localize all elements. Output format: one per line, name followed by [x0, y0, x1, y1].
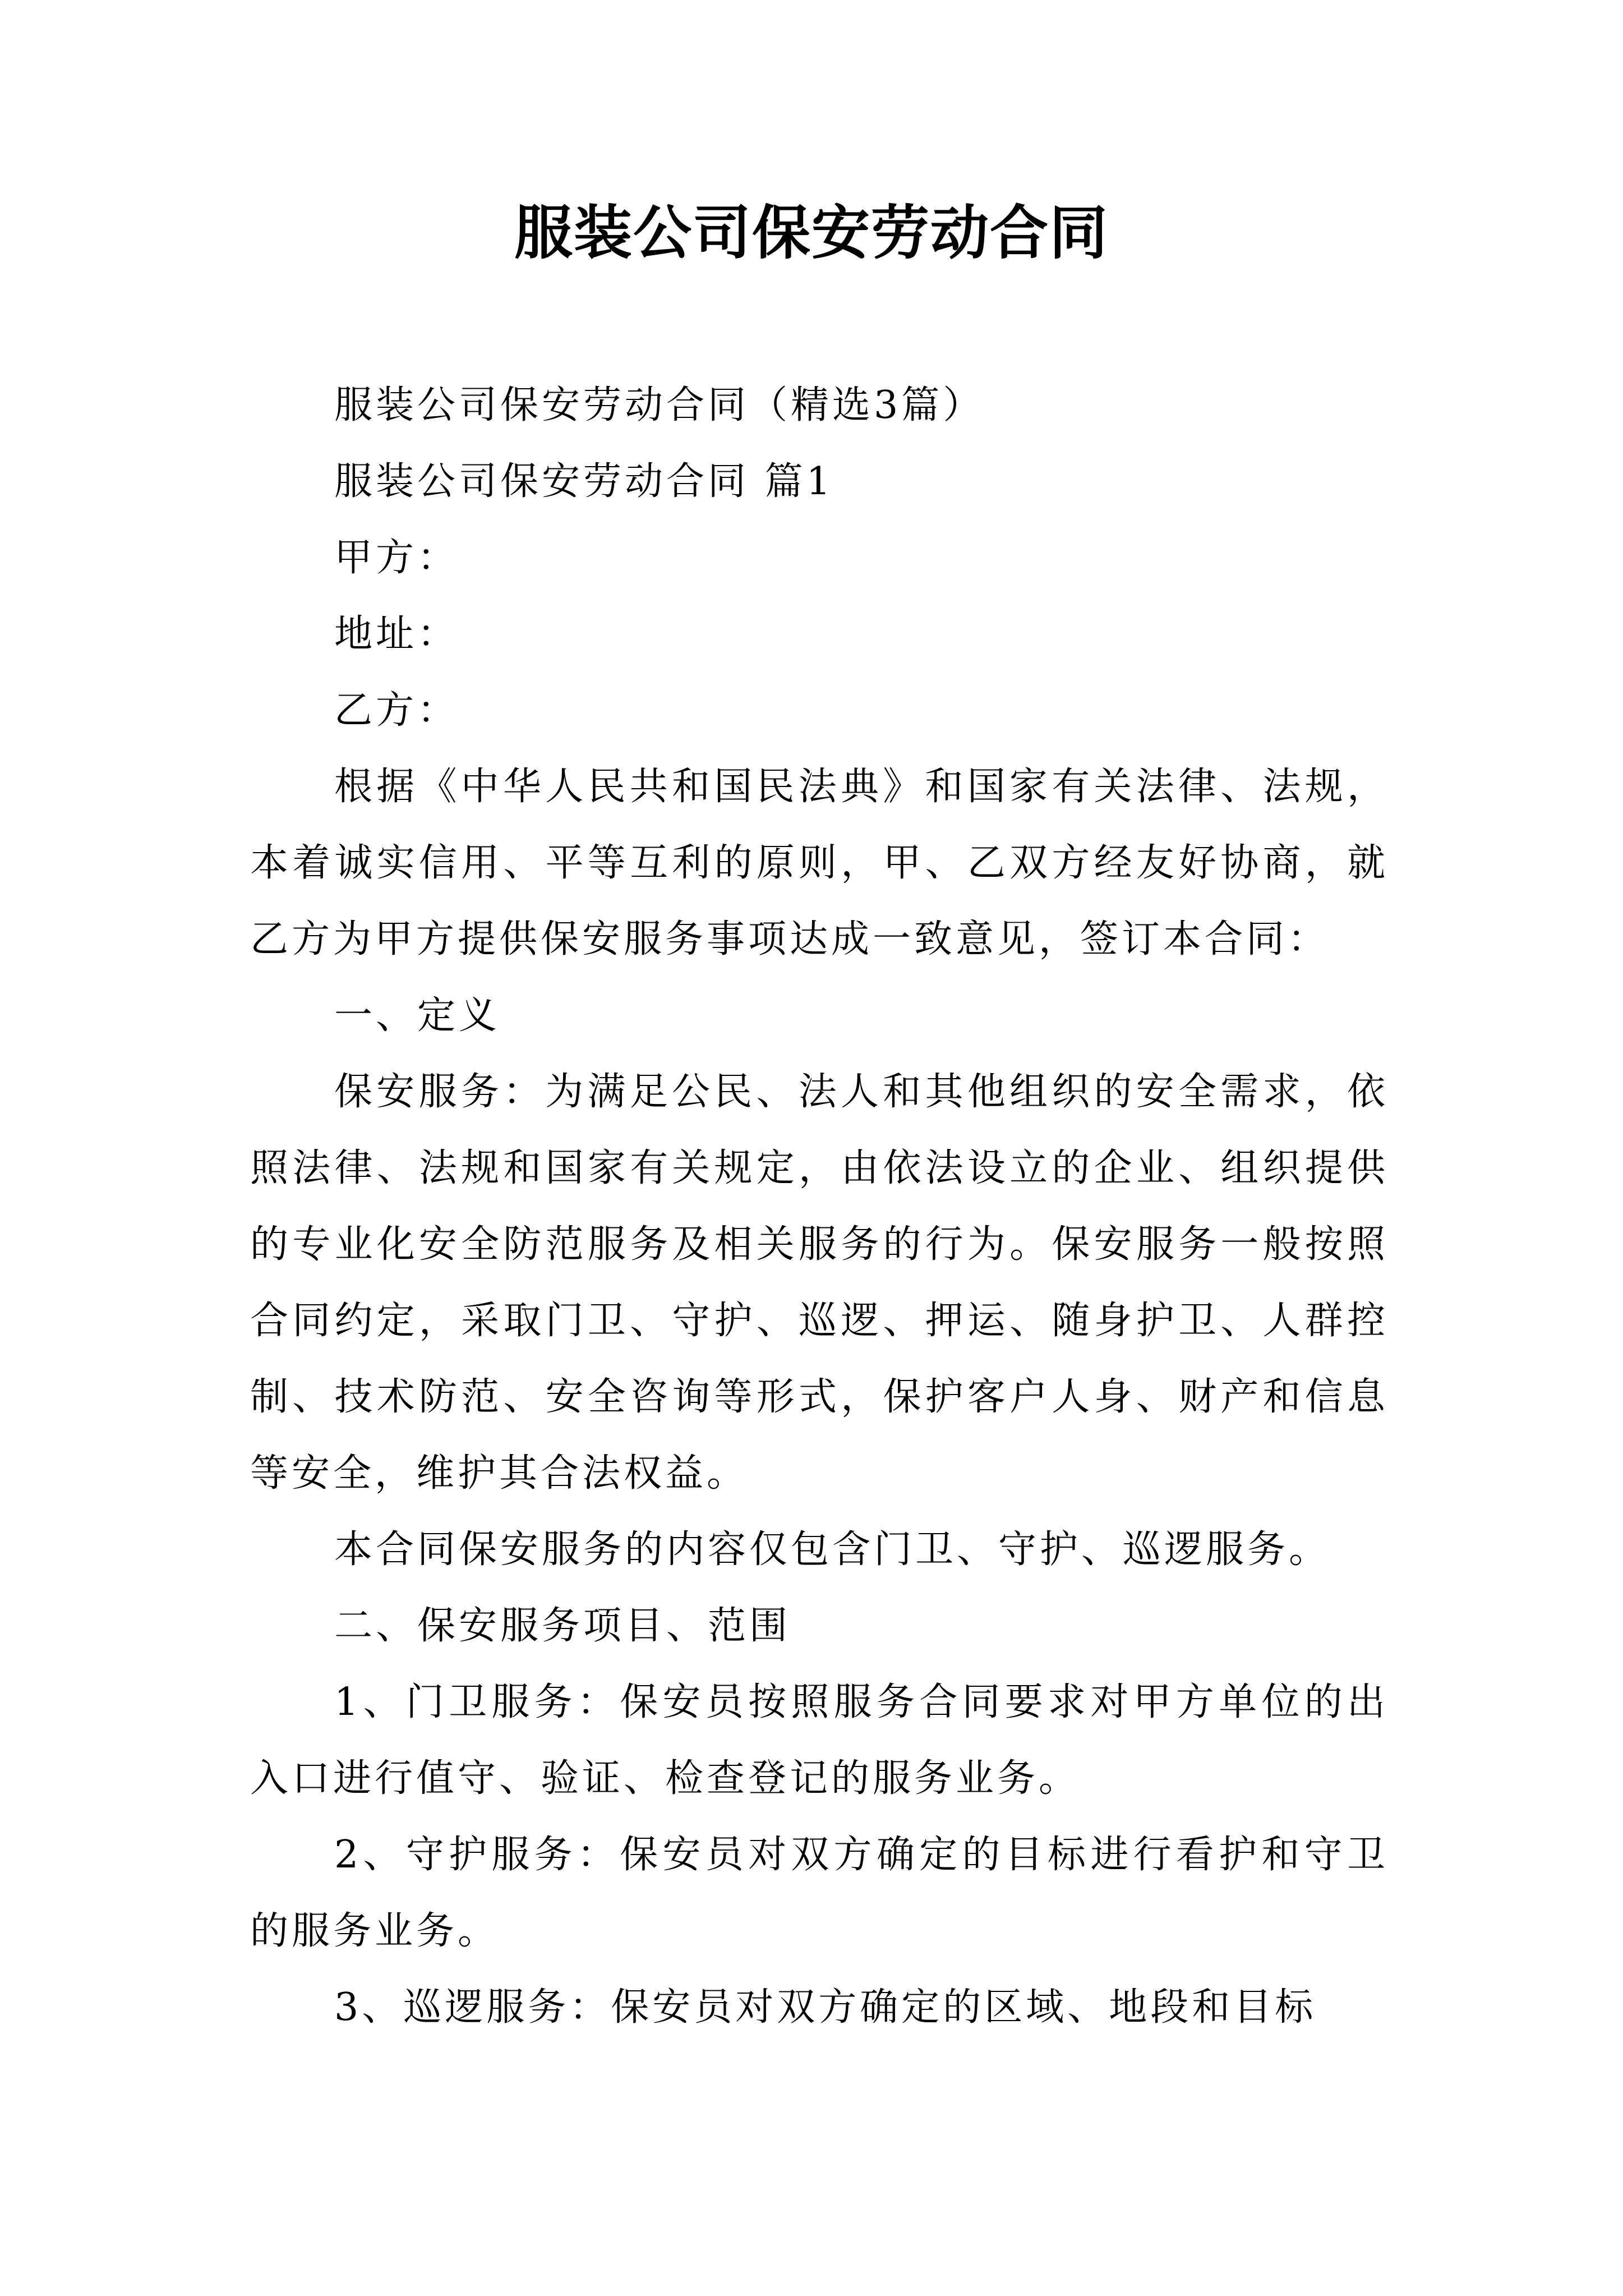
address-field: 地址： — [334, 612, 459, 656]
service-item-guarding: 2、守护服务：保安员对双方确定的目标进行看护和守卫的服务业务。 — [250, 1833, 1389, 1953]
preamble-paragraph: 根据《中华人民共和国民法典》和国家有关法律、法规，本着诚实信用、平等互利的原则，甲、乙双方经友好协商，就乙方为甲方提供保安服务事项达成一致意见，签订本合同： — [250, 765, 1389, 961]
service-item-patrol: 3、巡逻服务：保安员对双方确定的区域、地段和目标 — [334, 1985, 1317, 2030]
party-a-field: 甲方： — [334, 536, 459, 580]
document-body — [250, 367, 1389, 2046]
subtitle-selection: 服装公司保安劳动合同（精选3篇） — [334, 383, 985, 427]
party-b-field: 乙方： — [334, 688, 459, 733]
clause-heading-definition: 一、定义 — [334, 993, 501, 1038]
service-item-gatekeeping: 1、门卫服务：保安员按照服务合同要求对甲方单位的出入口进行值守、验证、检查登记的服务业务。 — [250, 1680, 1389, 1801]
scope-note-paragraph: 本合同保安服务的内容仅包含门卫、守护、巡逻服务。 — [334, 1527, 1331, 1572]
definition-paragraph: 保安服务：为满足公民、法人和其他组织的安全需求，依照法律、法规和国家有关规定，由依法设立的企业、组织提供的专业化安全防范服务及相关服务的行为。保安服务一般按照合同约定，采取门卫、守护、巡逻、押运、随身护卫、人群控制、技术防范、安全咨询等形式，保护客户人身、财产和信息等安全，维护其合法权益。 — [250, 1070, 1389, 1496]
section-heading-part-1: 服装公司保安劳动合同 篇1 — [334, 459, 834, 504]
clause-heading-services: 二、保安服务项目、范围 — [334, 1604, 791, 1648]
document-title: 服装公司保安劳动合同 — [514, 198, 1109, 267]
